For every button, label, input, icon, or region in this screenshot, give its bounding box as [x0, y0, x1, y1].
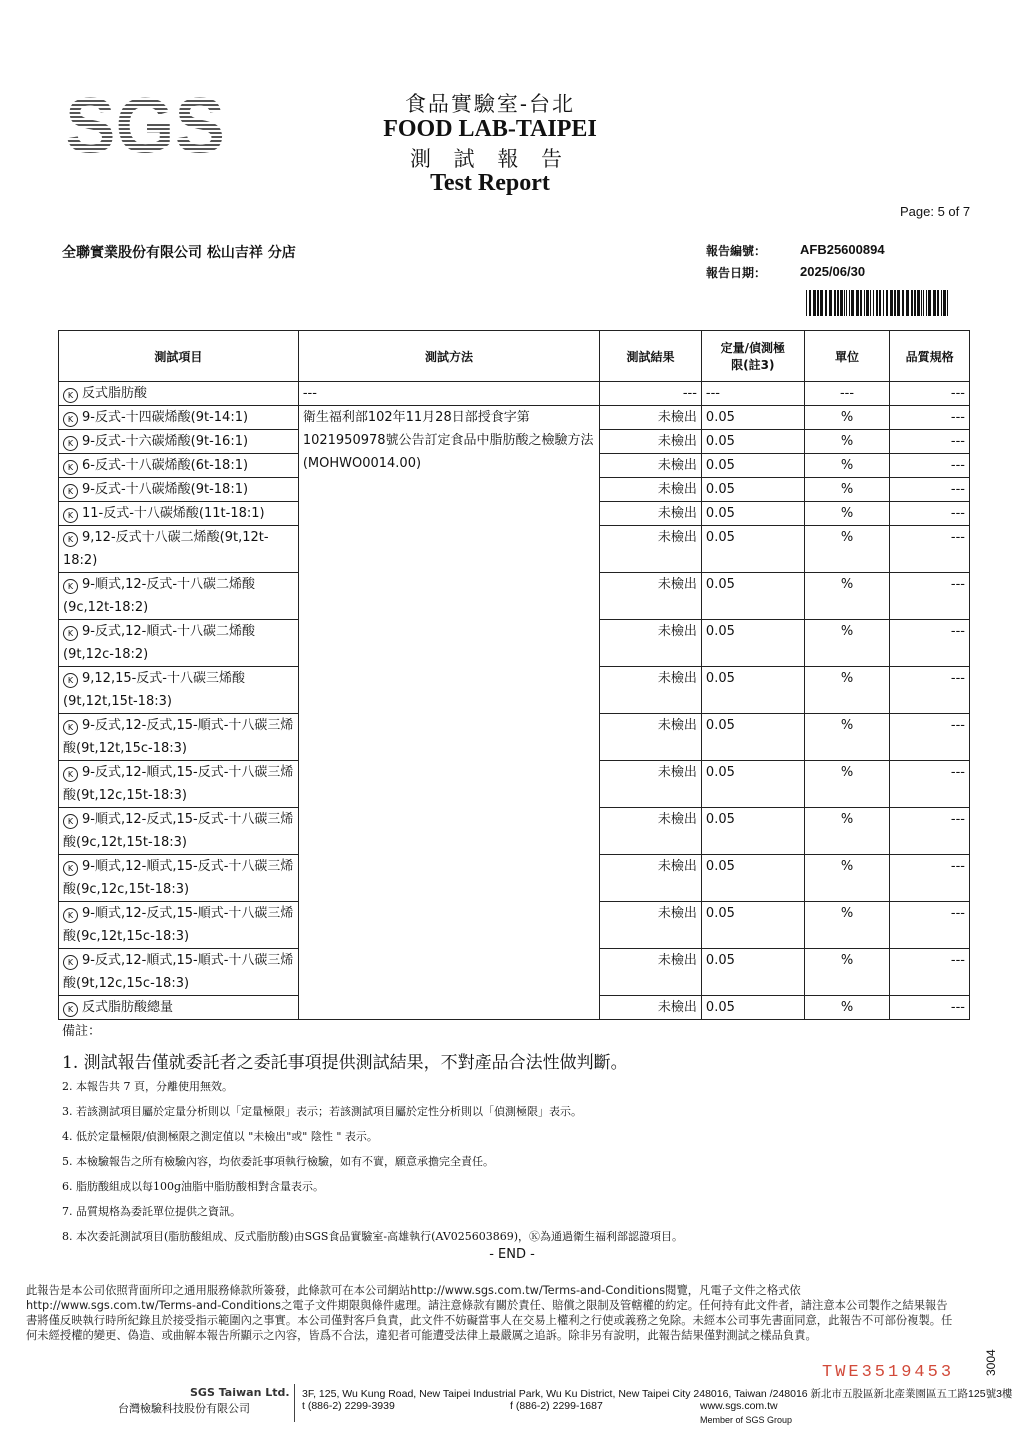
note-item: 3. 若該測試項目屬於定量分析則以「定量極限」表示；若該測試項目屬於定性分析則以「偵測極限」表示。 [62, 1105, 582, 1118]
accreditation-mark-icon: K [63, 460, 78, 475]
row-spec: --- [890, 620, 970, 667]
note-item: 8. 本次委託測試項目(脂肪酸組成、反式脂肪酸)由SGS食品實驗室-高雄執行(AV025603869)，Ⓚ為通過衛生福利部認證項目。 [62, 1230, 684, 1243]
side-code: 3004 [984, 1349, 998, 1376]
row-unit: % [804, 573, 890, 620]
barcode-bar [834, 290, 836, 316]
row-method: --- [298, 382, 599, 406]
row-item [59, 808, 299, 855]
serial-number: TWE3519453 [822, 1363, 955, 1382]
row-lod: 0.05 [701, 478, 804, 502]
row-lod: 0.05 [701, 430, 804, 454]
accreditation-mark-icon: K [63, 579, 78, 594]
row-spec: --- [890, 526, 970, 573]
row-spec: --- [890, 430, 970, 454]
barcode-bar [840, 290, 843, 316]
footer-divider [294, 1384, 295, 1422]
row-unit: % [804, 430, 890, 454]
barcode-bar [856, 290, 859, 316]
svg-text:SGS: SGS [65, 88, 225, 162]
row-item-label: 9-反式,12-順式,15-反式-十八碳三烯酸(9t,12c,15t-18:3) [63, 765, 294, 803]
accreditation-mark-icon: K [63, 908, 78, 923]
row-unit: % [804, 902, 890, 949]
row-lod: 0.05 [701, 667, 804, 714]
footer-company-zh: 台灣檢驗科技股份有限公司 [118, 1402, 250, 1415]
barcode [806, 290, 948, 316]
row-unit: % [804, 406, 890, 430]
row-item [59, 406, 299, 430]
barcode-bar [941, 290, 942, 316]
row-result: 未檢出 [600, 855, 702, 902]
row-result: 未檢出 [600, 478, 702, 502]
note-item: 4. 低於定量極限/偵測極限之測定值以 "未檢出"或" 陰性 " 表示。 [62, 1130, 378, 1143]
row-unit: % [804, 620, 890, 667]
header-zh-subtitle: 測 試 報 告 [409, 147, 571, 171]
row-item-label: 9-反式,12-順式,15-順式-十八碳三烯酸(9t,12c,15c-18:3) [63, 953, 294, 991]
sgs-logo [62, 88, 228, 162]
barcode-bar [873, 290, 874, 316]
note-item: 6. 脂肪酸組成以每100g油脂中脂肪酸相對含量表示。 [62, 1180, 325, 1193]
barcode-bar [849, 290, 850, 316]
row-spec: --- [890, 382, 970, 406]
note-item: 5. 本檢驗報告之所有檢驗內容，均依委託事項執行檢驗，如有不實，願意承擔完全責任。 [62, 1155, 494, 1168]
accreditation-mark-icon: K [63, 955, 78, 970]
row-item-label: 9-反式,12-反式,15-順式-十八碳三烯酸(9t,12t,15c-18:3) [63, 718, 294, 756]
header-en-subtitle: Test Report [430, 170, 550, 196]
row-spec: --- [890, 502, 970, 526]
col-item: 測試項目 [59, 331, 299, 382]
row-unit: % [804, 526, 890, 573]
barcode-bar [906, 290, 909, 316]
note-item: 7. 品質規格為委託單位提供之資訊。 [62, 1205, 241, 1218]
barcode-bar [902, 290, 904, 316]
end-marker: - END - [489, 1247, 535, 1262]
report-no: AFB25600894 [800, 242, 885, 257]
row-result: 未檢出 [600, 667, 702, 714]
row-item [59, 667, 299, 714]
row-item [59, 714, 299, 761]
row-lod: 0.05 [701, 714, 804, 761]
row-unit: % [804, 502, 890, 526]
footer-address: 3F, 125, Wu Kung Road, New Taipei Industrial Park, Wu Ku District, New Taipei City 248016, Taiwan /248016 新北市五股區新北產業園區五工路125號3樓 [302, 1388, 1013, 1400]
row-lod: 0.05 [701, 454, 804, 478]
row-item-label: 9-順式,12-順式,15-反式-十八碳三烯酸(9c,12c,15t-18:3) [63, 859, 294, 897]
footer-fax: f (886-2) 2299-1687 [510, 1400, 603, 1412]
row-item-label: 9-順式,12-反式,15-反式-十八碳三烯酸(9c,12t,15t-18:3) [63, 812, 294, 850]
barcode-bar [926, 290, 927, 316]
row-result: 未檢出 [600, 573, 702, 620]
barcode-bar [876, 290, 878, 316]
accreditation-mark-icon: K [63, 412, 78, 427]
note-item: 2. 本報告共 7 頁，分離使用無效。 [62, 1080, 233, 1093]
test-method: 衛生福利部102年11月28日部授食字第1021950978號公告訂定食品中脂肪酸之檢驗方法(MOHWO0014.00) [298, 406, 599, 1020]
row-item-label: 9,12-反式十八碳二烯酸(9t,12t-18:2) [63, 530, 269, 568]
row-lod: 0.05 [701, 406, 804, 430]
results-table [58, 330, 970, 1020]
row-lod: 0.05 [701, 949, 804, 996]
barcode-bar [806, 290, 807, 316]
barcode-bar [837, 290, 839, 316]
barcode-bar [860, 290, 862, 316]
header-zh-title: 食品實驗室-台北 [404, 92, 576, 116]
accreditation-mark-icon: K [63, 720, 78, 735]
barcode-bar [914, 290, 916, 316]
row-spec: --- [890, 949, 970, 996]
accreditation-mark-icon: K [63, 388, 78, 403]
row-result: 未檢出 [600, 761, 702, 808]
row-unit: % [804, 855, 890, 902]
accreditation-mark-icon: K [63, 436, 78, 451]
row-item-label: 9-反式-十四碳烯酸(9t-14:1) [82, 410, 249, 425]
row-spec: --- [890, 454, 970, 478]
row-spec: --- [890, 478, 970, 502]
row-lod: 0.05 [701, 502, 804, 526]
row-result: 未檢出 [600, 406, 702, 430]
row-result: 未檢出 [600, 714, 702, 761]
row-spec: --- [890, 714, 970, 761]
row-result: 未檢出 [600, 949, 702, 996]
row-item-label: 9-反式-十六碳烯酸(9t-16:1) [82, 434, 249, 449]
row-lod: --- [701, 382, 804, 406]
row-item [59, 902, 299, 949]
row-lod: 0.05 [701, 808, 804, 855]
row-spec: --- [890, 406, 970, 430]
table-row [59, 406, 970, 430]
note-item: 1. 測試報告僅就委託者之委託事項提供測試結果，不對產品合法性做判斷。 [62, 1053, 628, 1073]
barcode-bar [864, 290, 865, 316]
barcode-bar [851, 290, 854, 316]
barcode-bar [947, 290, 948, 316]
row-lod: 0.05 [701, 573, 804, 620]
page-number: Page: 5 of 7 [900, 204, 971, 219]
row-spec: --- [890, 855, 970, 902]
row-item [59, 620, 299, 667]
row-item [59, 855, 299, 902]
report-date: 2025/06/30 [800, 264, 866, 279]
row-item [59, 526, 299, 573]
footer-web: www.sgs.com.tw [700, 1400, 778, 1412]
row-unit: % [804, 949, 890, 996]
barcode-bar [937, 290, 939, 316]
row-result: 未檢出 [600, 902, 702, 949]
barcode-bar [894, 290, 896, 316]
accreditation-mark-icon: K [63, 814, 78, 829]
barcode-bar [817, 290, 819, 316]
barcode-bar [883, 290, 884, 316]
row-item-label: 6-反式-十八碳烯酸(6t-18:1) [82, 458, 249, 473]
row-unit: % [804, 714, 890, 761]
barcode-bar [829, 290, 832, 316]
barcode-bar [897, 290, 900, 316]
footer-member: Member of SGS Group [700, 1415, 793, 1425]
col-unit: 單位 [804, 331, 890, 382]
row-unit: --- [804, 382, 890, 406]
row-item-label: 9-反式,12-順式-十八碳二烯酸(9t,12c-18:2) [63, 624, 256, 662]
header-en-title: FOOD LAB-TAIPEI [383, 116, 597, 142]
accreditation-mark-icon: K [63, 626, 78, 641]
accreditation-mark-icon: K [63, 1002, 78, 1017]
row-unit: % [804, 996, 890, 1020]
row-result: 未檢出 [600, 620, 702, 667]
row-unit: % [804, 808, 890, 855]
row-spec: --- [890, 808, 970, 855]
barcode-bar [928, 290, 931, 316]
accreditation-mark-icon: K [63, 861, 78, 876]
row-unit: % [804, 667, 890, 714]
barcode-bar [917, 290, 920, 316]
row-item [59, 454, 299, 478]
barcode-bar [866, 290, 869, 316]
row-unit: % [804, 454, 890, 478]
row-item [59, 502, 299, 526]
row-spec: --- [890, 573, 970, 620]
table-header-row [59, 331, 970, 382]
disclaimer: 此報告是本公司依照背面所印之通用服務條款所簽發，此條款可在本公司網站http://www.sgs.com.tw/Terms-and-Conditions閱覽，凡電子文件之格式依http://www.sgs.com.tw/Terms-and-Conditions之電子文件期限與條件處理。請注意條款有關於責任、賠償之限制及管轄權的約定。任何持有此文件者，請注意本公司製作之結果報告書將僅反映執行時所紀錄且於接受指示範圍內之事實。本公司僅對客戶負責，此文件不妨礙當事人在交易上權利之行使或義務之免除。未經本公司事先書面同意，此報告不可部份複製。任何未經授權的變更、偽造、或曲解本報告所顯示之內容，皆爲不合法，違犯者可能遭受法律上最嚴厲之追訴。除非另有說明，此報告結果僅對測試之樣品負責。 [26, 1284, 953, 1342]
row-lod: 0.05 [701, 761, 804, 808]
row-item [59, 949, 299, 996]
col-result: 測試結果 [600, 331, 702, 382]
barcode-bar [825, 290, 827, 316]
barcode-bar [890, 290, 893, 316]
row-result: 未檢出 [600, 454, 702, 478]
barcode-bar [921, 290, 922, 316]
barcode-bar [813, 290, 816, 316]
row-lod: 0.05 [701, 902, 804, 949]
barcode-bar [879, 290, 881, 316]
barcode-bar [923, 290, 924, 316]
row-lod: 0.05 [701, 996, 804, 1020]
row-spec: --- [890, 996, 970, 1020]
row-unit: % [804, 761, 890, 808]
row-item-label: 11-反式-十八碳烯酸(11t-18:1) [82, 506, 265, 521]
barcode-bar [943, 290, 946, 316]
row-item [59, 573, 299, 620]
notes-title: 備註： [62, 1024, 102, 1039]
accreditation-mark-icon: K [63, 484, 78, 499]
row-item-label: 反式脂肪酸總量 [82, 1000, 174, 1015]
row-result: 未檢出 [600, 502, 702, 526]
row-item-label: 9-順式,12-反式,15-順式-十八碳三烯酸(9c,12t,15c-18:3) [63, 906, 294, 944]
row-item-label: 反式脂肪酸 [82, 386, 148, 401]
col-spec: 品質規格 [890, 331, 970, 382]
col-lod: 定量/偵測極限(註3) [701, 331, 804, 382]
row-result: 未檢出 [600, 808, 702, 855]
footer-tel: t (886-2) 2299-3939 [302, 1400, 395, 1412]
barcode-bar [820, 290, 823, 316]
barcode-bar [846, 290, 847, 316]
row-item-label: 9-順式,12-反式-十八碳二烯酸(9c,12t-18:2) [63, 577, 256, 615]
barcode-bar [911, 290, 913, 316]
accreditation-mark-icon: K [63, 673, 78, 688]
row-item [59, 478, 299, 502]
barcode-bar [886, 290, 888, 316]
row-item [59, 761, 299, 808]
row-result: --- [600, 382, 702, 406]
row-lod: 0.05 [701, 620, 804, 667]
row-item [59, 430, 299, 454]
accreditation-mark-icon: K [63, 508, 78, 523]
row-item [59, 996, 299, 1020]
barcode-bar [809, 290, 811, 316]
table-row [59, 382, 970, 406]
barcode-bar [933, 290, 936, 316]
client-name: 全聯實業股份有限公司 松山吉祥 分店 [62, 245, 296, 261]
row-result: 未檢出 [600, 996, 702, 1020]
row-spec: --- [890, 667, 970, 714]
col-method: 測試方法 [298, 331, 599, 382]
row-lod: 0.05 [701, 526, 804, 573]
row-unit: % [804, 478, 890, 502]
row-lod: 0.05 [701, 855, 804, 902]
row-item-label: 9,12,15-反式-十八碳三烯酸(9t,12t,15t-18:3) [63, 671, 246, 709]
accreditation-mark-icon: K [63, 532, 78, 547]
accreditation-mark-icon: K [63, 767, 78, 782]
row-spec: --- [890, 902, 970, 949]
footer-company: SGS Taiwan Ltd. [190, 1386, 290, 1399]
row-item [59, 382, 299, 406]
report-no-label: 報告編號： [706, 244, 767, 258]
row-item-label: 9-反式-十八碳烯酸(9t-18:1) [82, 482, 249, 497]
report-date-label: 報告日期： [706, 266, 767, 280]
barcode-bar [870, 290, 871, 316]
row-result: 未檢出 [600, 430, 702, 454]
row-spec: --- [890, 761, 970, 808]
barcode-bar [844, 290, 845, 316]
row-result: 未檢出 [600, 526, 702, 573]
